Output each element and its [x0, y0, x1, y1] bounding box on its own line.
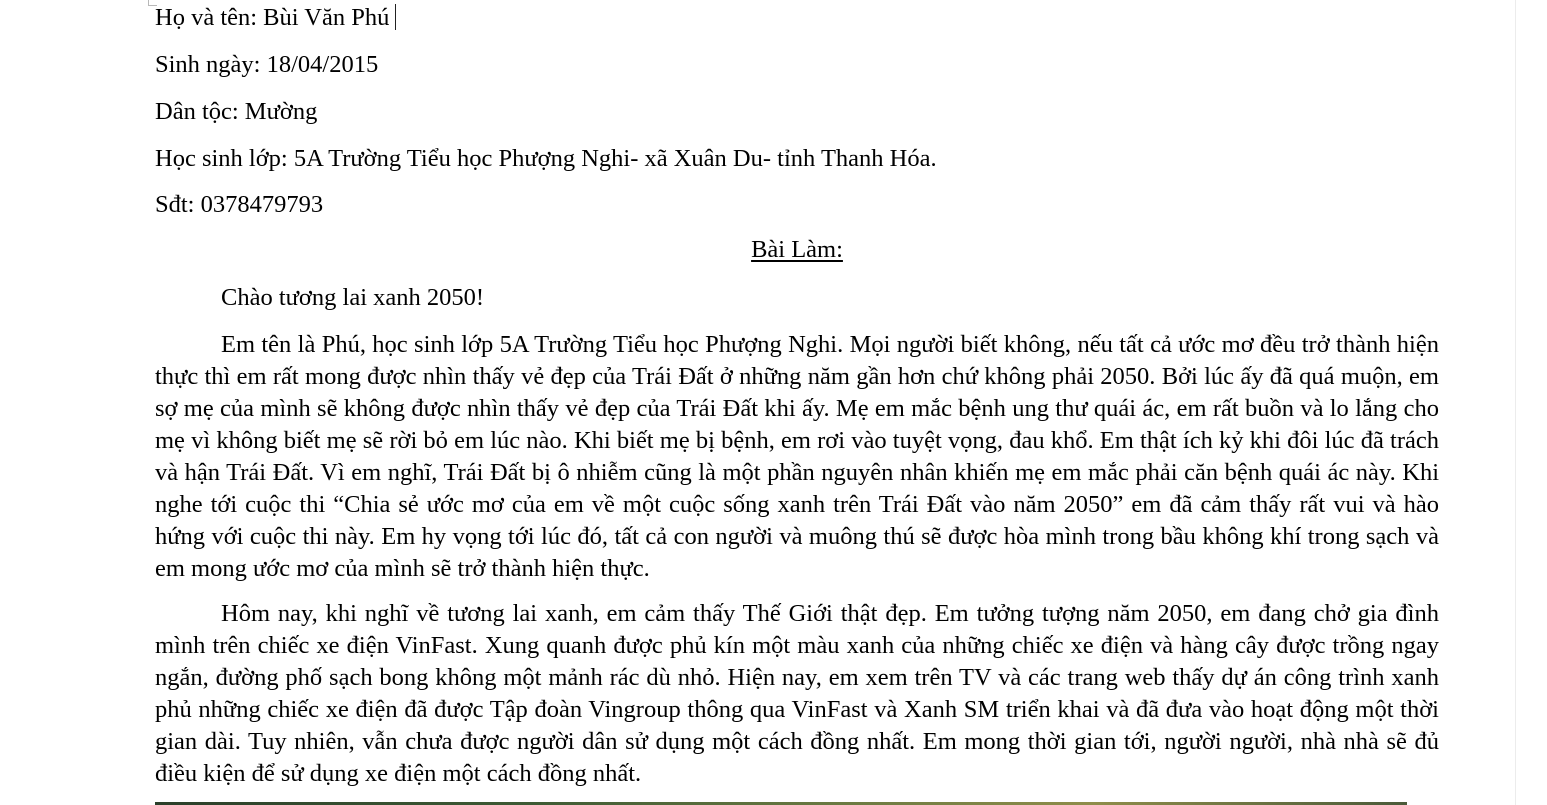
essay-paragraph-2[interactable]: Hôm nay, khi nghĩ về tương lai xanh, em cảm thấy Thế Giới thật đẹp. Em tưởng tượng năm 2050, em đang chở gia đình mình trên chiếc xe điện VinFast. Xung quanh được phủ kín một màu xanh của những chiếc xe điện và hàng cây được trồng ngay ngắn, đường phố sạch bong không một mảnh rác dù nhỏ. Hiện nay, em xem trên TV và các trang web thấy dự án công trình xanh phủ những chiếc xe điện đã được Tập đoàn Vingroup thông qua VinFast và Xanh SM triển khai và đã đưa vào hoạt động một thời gian dài. Tuy nhiên, vẫn chưa được người dân sử dụng một cách đồng nhất. Em mong thời gian tới, người người, nhà nhà sẽ đủ điều kiện để sử dụng xe điện một cách đồng nhất.	[155, 600, 1439, 787]
page-right-edge	[1515, 0, 1516, 805]
essay-heading[interactable]: Bài Làm:	[751, 236, 843, 263]
student-name-text: Họ và tên: Bùi Văn Phú	[155, 4, 390, 31]
essay-paragraph-1[interactable]: Em tên là Phú, học sinh lớp 5A Trường Tiểu học Phượng Nghi. Mọi người biết không, nếu tất cả ước mơ đều trở thành hiện thực thì em rất mong được nhìn thấy vẻ đẹp của Trái Đất ở những năm gần hơn chứ không phải 2050. Bởi lúc ấy đã quá muộn, em sợ mẹ của mình sẽ không được nhìn thấy vẻ đẹp của Trái Đất khi ấy. Mẹ em mắc bệnh ung thư quái ác, em rất buồn và lo lắng cho mẹ vì không biết mẹ sẽ rời bỏ em lúc nào. Khi biết mẹ bị bệnh, em rơi vào tuyệt vọng, đau khổ. Em thật ích kỷ khi đôi lúc đã trách và hận Trái Đất. Vì em nghĩ, Trái Đất bị ô nhiễm cũng là một phần nguyên nhân khiến mẹ em mắc phải căn bệnh quái ác này. Khi nghe tới cuộc thi “Chia sẻ ước mơ của em về một cuộc sống xanh trên Trái Đất vào năm 2050” em đã cảm thấy rất vui và hào hứng với cuộc thi này. Em hy vọng tới lúc đó, tất cả con người và muông thú sẽ được hòa mình trong bầu không khí trong sạch và em mong ước mơ của mình sẽ trở thành hiện thực.	[155, 331, 1439, 582]
school-class-line[interactable]: Học sinh lớp: 5A Trường Tiểu học Phượng Nghi- xã Xuân Du- tỉnh Thanh Hóa.	[155, 145, 937, 172]
phone-line[interactable]: Sđt: 0378479793	[155, 191, 324, 218]
student-name-line[interactable]	[155, 2, 1439, 34]
date-of-birth-line[interactable]: Sinh ngày: 18/04/2015	[155, 51, 379, 78]
ethnicity-line[interactable]: Dân tộc: Mường	[155, 98, 318, 125]
greeting-paragraph[interactable]: Chào tương lai xanh 2050!	[221, 284, 485, 311]
text-cursor	[395, 4, 396, 30]
